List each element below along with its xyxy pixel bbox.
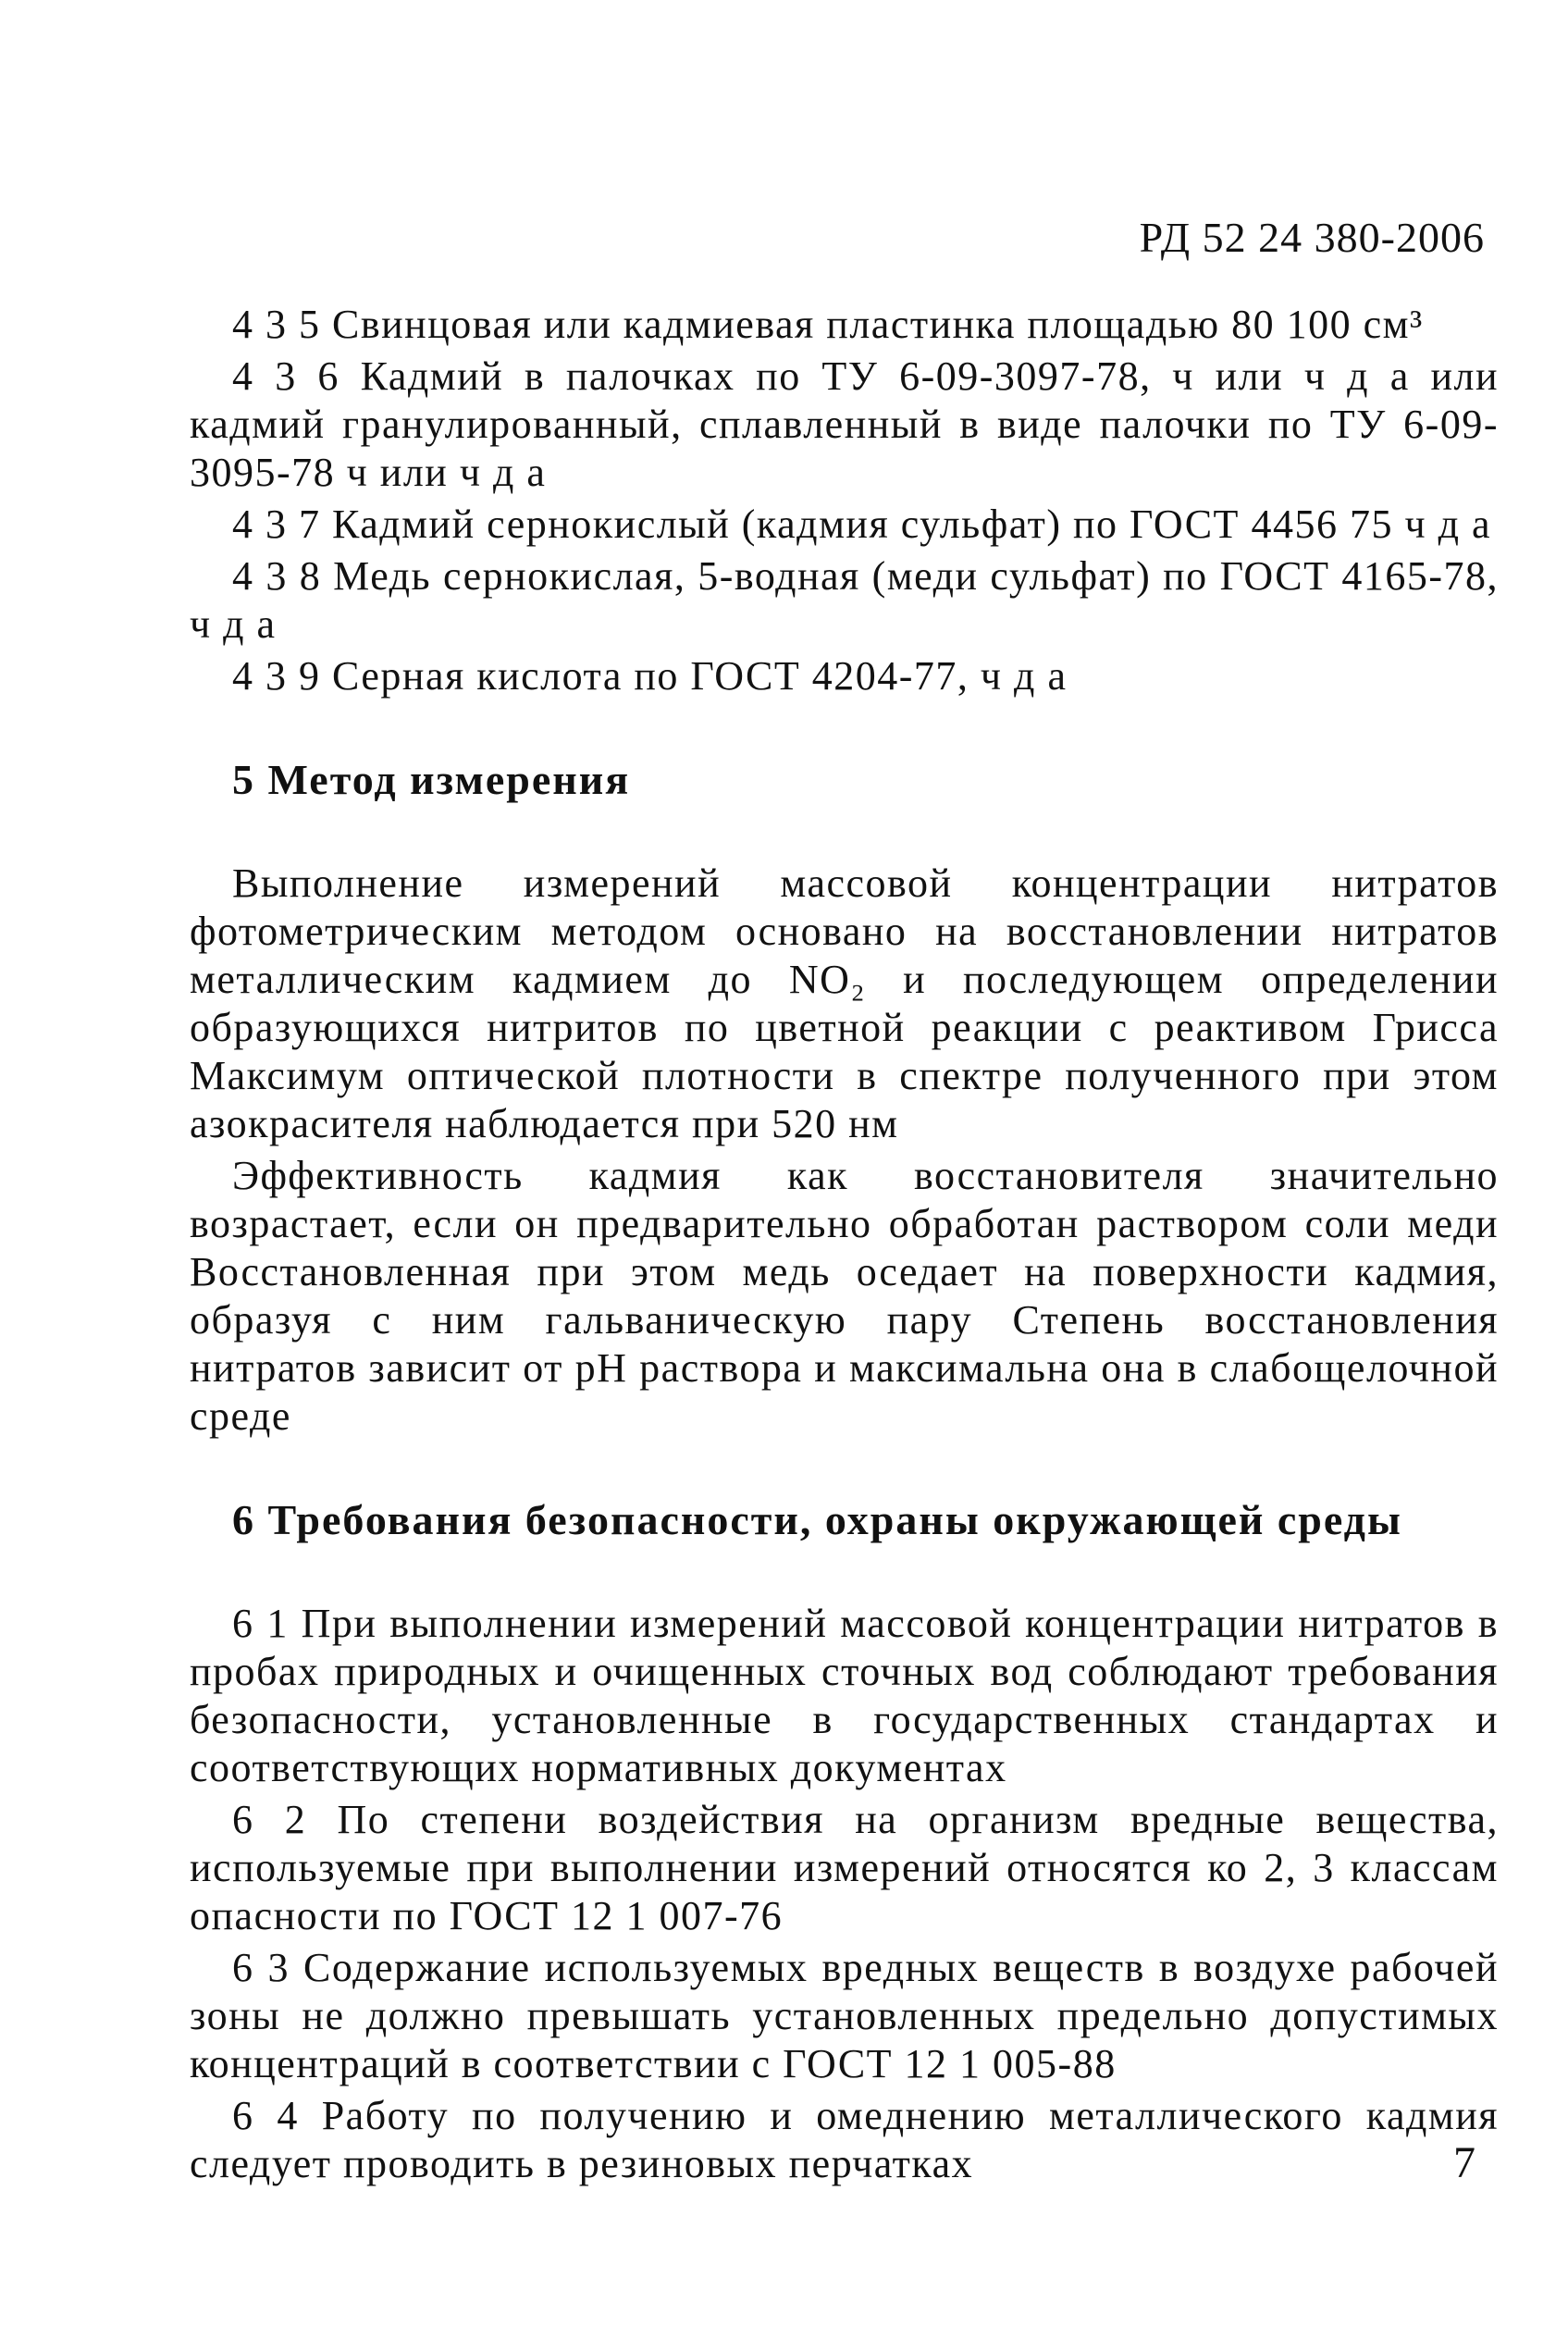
- section-4-items: [190, 301, 1499, 700]
- item-6-1: 6 1 При выполнении измерений массовой концентрации нитратов в пробах природных и очищенных сточных вод соблюдают требования безопасности, установленные в государственных стандартах и соответствующих нормативных документах: [190, 1601, 1499, 1790]
- section-6-heading: 6 Требования безопасности, охраны окружающей среды: [232, 1496, 1402, 1543]
- item-4-3-9: 4 3 9 Серная кислота по ГОСТ 4204-77, ч д а: [232, 653, 1068, 699]
- section-5-paragraph: Эффективность кадмия как восстановителя значительно возрастает, если он предварительно обработан раствором соли меди Восстановленная при этом медь оседает на поверхности кадмия, образуя с ним гальваническую пару Степень восстановления нитратов зависит от pH раствора и максимальна она в слабощелочной среде: [190, 1153, 1499, 1439]
- item-4-3-6: 4 3 6 Кадмий в палочках по ТУ 6-09-3097-78, ч или ч д а или кадмий гранулированный, сплавленный в виде палочки по ТУ 6-09-3095-78 ч или ч д а: [190, 353, 1499, 495]
- document-body: [190, 301, 1499, 2192]
- section-5-paragraph: Выполнение измерений массовой концентрации нитратов фотометрическим методом основано на восстановлении нитратов металлическим кадмием до NO₂ и последующем определении образующихся нитритов по цветной реакции с реактивом Грисса Максимум оптической плотности в спектре полученного при этом азокрасителя наблюдается при 520 нм: [190, 860, 1499, 1146]
- page-number: 7: [1453, 2138, 1475, 2187]
- item-4-3-5: 4 3 5 Свинцовая или кадмиевая пластинка площадью 80 100 см³: [232, 302, 1424, 347]
- section-5-heading: 5 Метод измерения: [232, 756, 631, 803]
- item-4-3-8: 4 3 8 Медь сернокислая, 5-водная (меди сульфат) по ГОСТ 4165-78, ч д а: [190, 553, 1499, 647]
- item-6-4: 6 4 Работу по получению и омеднению металлического кадмия следует проводить в резиновых перчатках: [190, 2093, 1499, 2186]
- item-4-3-7: 4 3 7 Кадмий сернокислый (кадмия сульфат) по ГОСТ 4456 75 ч д а: [232, 501, 1491, 547]
- item-6-2: 6 2 По степени воздействия на организм вредные вещества, используемые при выполнении измерений относятся ко 2, 3 классам опасности по ГОСТ 12 1 007-76: [190, 1797, 1499, 1938]
- item-6-3: 6 3 Содержание используемых вредных веществ в воздухе рабочей зоны не должно превышать установленных предельно допустимых концентраций в соответствии с ГОСТ 12 1 005-88: [190, 1945, 1499, 2086]
- document-code: РД 52 24 380-2006: [1139, 214, 1485, 261]
